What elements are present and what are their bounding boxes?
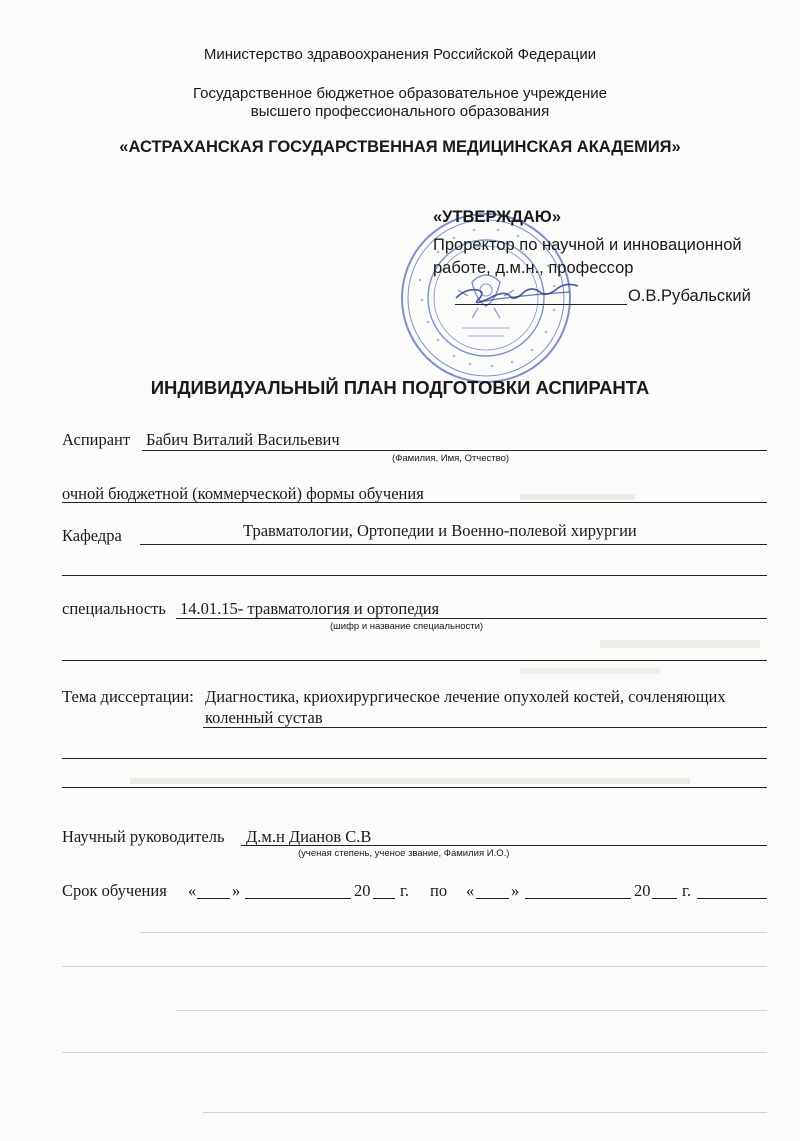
study-form: очной бюджетной (коммерческой) формы обучения	[62, 484, 424, 503]
term-quote-close-2: »	[511, 881, 520, 900]
term-day-line-1	[197, 898, 230, 899]
department-line-2	[62, 575, 767, 576]
approval-title: «УТВЕРЖДАЮ»	[433, 208, 562, 226]
aspirant-line	[142, 450, 767, 451]
supervisor-line	[241, 845, 767, 846]
term-tail-line	[697, 898, 767, 899]
thesis-line-1: Диагностика, криохирургическое лечение опухолей костей, сочленяющих	[205, 687, 726, 706]
signature-icon	[450, 276, 590, 312]
term-quote-open-1: «	[188, 881, 197, 900]
term-g-1: г.	[400, 881, 410, 900]
thesis-line	[203, 727, 767, 728]
thesis-line-4	[62, 787, 767, 788]
term-quote-open-2: «	[466, 881, 475, 900]
specialty-hint: (шифр и название специальности)	[330, 621, 484, 632]
specialty-value: 14.01.15- травматология и ортопедия	[180, 599, 440, 618]
specialty-line-2	[62, 660, 767, 661]
term-to: по	[430, 881, 448, 900]
term-quote-close-1: »	[232, 881, 241, 900]
institution-line-1: Государственное бюджетное образовательное учреждение	[192, 85, 607, 102]
approval-position-2: работе, д.м.н., профессор	[433, 259, 634, 277]
department-value: Травматологии, Ортопедии и Военно-полевой хирургии	[243, 521, 637, 540]
supervisor-label: Научный руководитель	[62, 827, 225, 846]
supervisor-value: Д.м.н Дианов С.В	[246, 827, 372, 846]
term-year-line-1	[373, 898, 395, 899]
thesis-line-2: коленный сустав	[205, 708, 323, 727]
approval-signer: О.В.Рубальский	[628, 287, 751, 305]
department-label: Кафедра	[62, 526, 122, 545]
term-month-line-1	[245, 898, 351, 899]
term-label: Срок обучения	[62, 881, 167, 900]
aspirant-label: Аспирант	[62, 430, 131, 449]
term-year-2: 20	[634, 881, 651, 900]
term-g-2: г.	[682, 881, 692, 900]
study-form-line	[62, 502, 767, 503]
specialty-line	[176, 618, 767, 619]
thesis-line-3	[62, 758, 767, 759]
aspirant-value: Бабич Виталий Васильевич	[146, 430, 340, 449]
term-month-line-2	[525, 898, 631, 899]
term-year-line-2	[652, 898, 677, 899]
thesis-label: Тема диссертации:	[62, 687, 194, 706]
ministry-line: Министерство здравоохранения Российской Федерации	[203, 46, 597, 63]
specialty-label: специальность	[62, 599, 166, 618]
department-line	[140, 544, 767, 545]
academy-name: «АСТРАХАНСКАЯ ГОСУДАРСТВЕННАЯ МЕДИЦИНСКАЯ АКАДЕМИЯ»	[119, 138, 681, 156]
term-day-line-2	[476, 898, 509, 899]
institution-line-2: высшего профессионального образования	[250, 103, 550, 120]
approval-position-1: Проректор по научной и инновационной	[433, 236, 742, 254]
document-title: ИНДИВИДУАЛЬНЫЙ ПЛАН ПОДГОТОВКИ АСПИРАНТА	[150, 377, 650, 398]
supervisor-hint: (ученая степень, ученое звание, Фамилия И.О.)	[298, 848, 510, 859]
term-year-1: 20	[354, 881, 371, 900]
aspirant-hint: (Фамилия, Имя, Отчество)	[392, 453, 510, 464]
